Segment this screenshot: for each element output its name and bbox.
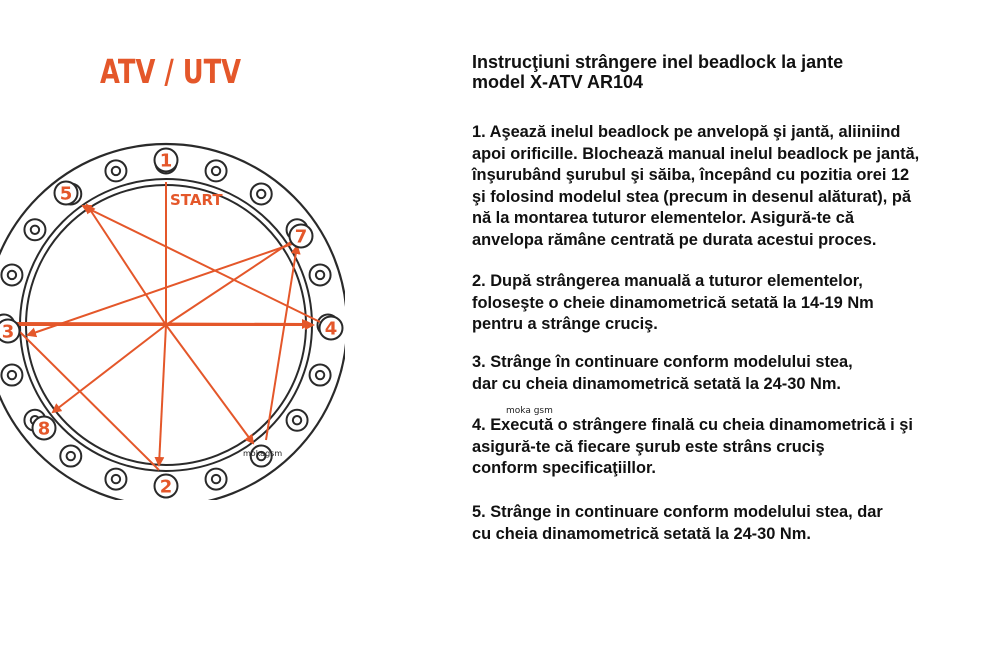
bolt-hole <box>24 219 45 240</box>
step-5 <box>472 502 997 545</box>
bolt-hole-inner <box>112 167 120 175</box>
bolt-label-2 <box>155 475 178 498</box>
bolt-label-5 <box>55 182 78 205</box>
step-5-line: 5. Strânge in continuare conform modelului stea, dar <box>472 503 883 521</box>
step-1-line: înşurubând şurubul şi săiba, începând cu pozitia orei 12 <box>472 166 910 184</box>
bolt-hole <box>206 469 227 490</box>
bolt-hole <box>1 365 22 386</box>
bolt-hole <box>251 183 272 204</box>
tightening-arrow <box>87 205 166 325</box>
step-4-line: conform specificaţiillor. <box>472 459 656 477</box>
step-1-line: anvelopa rămâne centrată pe durata acestui proces. <box>472 230 877 249</box>
bolt-label-number: 7 <box>294 226 308 248</box>
bolt-label-7 <box>290 225 313 248</box>
step-1-line: apoi orificille. Blochează manual inelul beadlock pe jantă, <box>472 144 920 163</box>
step-3-line: dar cu cheia dinamometrică setată la 24-30 Nm. <box>472 374 841 393</box>
bolt-label-3 <box>0 320 20 343</box>
step-5-line: cu cheia dinamometrică setată la 24-30 Nm. <box>472 524 811 543</box>
step-3-line: 3. Strânge în continuare conform modelului stea, <box>472 353 853 371</box>
bolt-hole <box>105 469 126 490</box>
bolt-label-number: 5 <box>59 183 73 205</box>
bolt-hole <box>310 264 331 285</box>
step-2-line: pentru a strânge cruciş. <box>472 315 658 333</box>
bolt-label-number: 3 <box>1 321 15 343</box>
start-label: START <box>170 191 223 209</box>
bolt-hole <box>310 365 331 386</box>
step-3 <box>472 352 997 395</box>
brand-title: ATV / UTV <box>100 52 242 91</box>
tightening-arrow <box>166 325 253 443</box>
step-4-line: asigură-te că fiecare şurub este strâns cruciş <box>472 437 825 456</box>
bolt-label-number: 4 <box>324 318 338 340</box>
bolt-hole-inner <box>257 190 265 198</box>
bolt-label-number: 2 <box>159 476 173 498</box>
text-watermark: moka gsm <box>506 406 553 416</box>
bolt-label-1 <box>155 149 178 172</box>
step-1-line: 1. Aşează inelul beadlock pe anvelopă şi jantă, aliiniind <box>472 123 901 141</box>
bolt-hole-inner <box>31 226 39 234</box>
bolt-hole-inner <box>8 371 16 379</box>
bolt-label-number: 8 <box>37 418 51 440</box>
step-2-line: foloseşte o cheie dinamometrică setată la 14-19 Nm <box>472 293 874 312</box>
diagram-watermark: mokagsm <box>243 449 283 458</box>
bolt-hole-inner <box>212 475 220 483</box>
step-4 <box>472 415 997 480</box>
tightening-arrow <box>159 325 166 465</box>
step-2 <box>472 271 997 336</box>
bolt-hole-inner <box>316 371 324 379</box>
bolt-label-8 <box>33 417 56 440</box>
bolt-hole-inner <box>8 271 16 279</box>
instructions-title-line-1: Instrucţiuni strângere inel beadlock la jante <box>472 52 844 72</box>
step-2-line: 2. După strângerea manuală a tuturor elementelor, <box>472 272 863 290</box>
bolt-hole-inner <box>67 452 75 460</box>
bolt-hole <box>60 446 81 467</box>
bolt-hole <box>105 160 126 181</box>
tightening-arrow <box>53 325 166 412</box>
step-1-line: nă la montarea tuturor elementelor. Asigură-te că <box>472 209 854 227</box>
bolt-label-4 <box>320 317 343 340</box>
step-1 <box>472 122 997 251</box>
bolt-hole-inner <box>293 416 301 424</box>
step-4-line: 4. Execută o strângere finală cu cheia dinamometrică i şi <box>472 416 913 434</box>
bolt-hole-inner <box>316 271 324 279</box>
bolt-hole-inner <box>112 475 120 483</box>
beadlock-star-pattern-diagram <box>0 130 345 500</box>
bolt-hole <box>287 410 308 431</box>
instructions-title-line-2: model X-ATV AR104 <box>472 72 644 92</box>
tightening-arrow <box>28 243 295 335</box>
bolt-hole <box>206 160 227 181</box>
bolt-hole-inner <box>212 167 220 175</box>
step-1-line: şi folosind modelul stea (precum in desenul alăturat), pă <box>472 187 911 206</box>
bolt-label-number: 1 <box>159 150 173 172</box>
bolt-hole <box>1 264 22 285</box>
